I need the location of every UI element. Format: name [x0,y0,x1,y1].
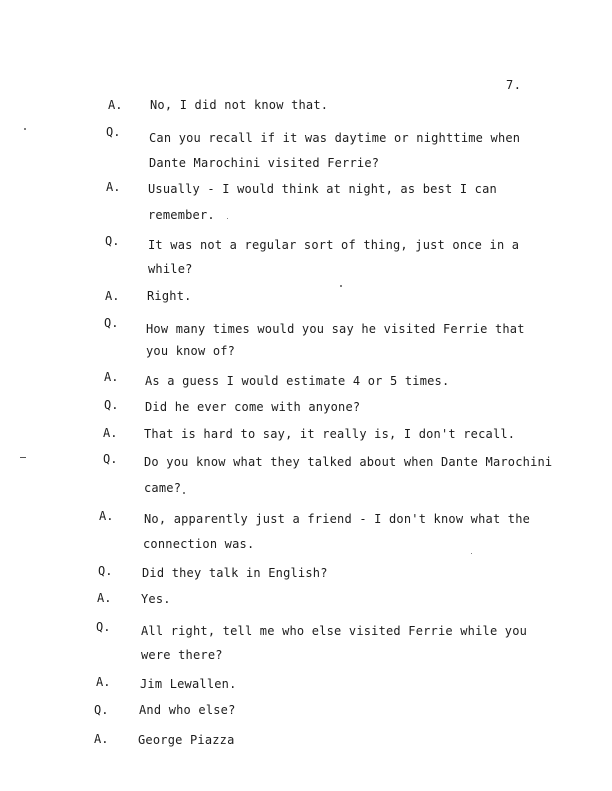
speaker-label: A. [104,370,119,384]
speaker-label: Q. [104,398,119,412]
answer-line: remember. [148,208,215,222]
answer-line: George Piazza [138,733,235,747]
speaker-label: A. [105,289,120,303]
answer-line: connection was. [143,537,255,551]
speaker-label: Q. [94,703,109,717]
question-line: All right, tell me who else visited Ferrie while you [141,624,528,638]
answer-line: No, I did not know that. [150,98,329,112]
speaker-label: A. [96,675,111,689]
question-line: Do you know what they talked about when Dante Marochini [144,455,553,469]
question-line: came? [144,481,182,495]
speaker-label: Q. [96,620,111,634]
scan-speck [227,218,228,219]
speaker-label: Q. [103,452,118,466]
speaker-label: Q. [104,316,119,330]
page-number: 7. [506,78,522,92]
question-line: Did they talk in English? [142,566,328,580]
question-line: were there? [141,648,223,662]
answer-line: As a guess I would estimate 4 or 5 times. [145,374,450,388]
scan-speck [24,128,26,130]
question-line: How many times would you say he visited Ferrie that [146,322,525,336]
scan-speck [183,492,185,494]
speaker-label: A. [94,732,109,746]
answer-line: Jim Lewallen. [140,677,237,691]
answer-line: Usually - I would think at night, as best I can [148,182,497,196]
question-line: It was not a regular sort of thing, just once in a [148,238,520,252]
question-line: Can you recall if it was daytime or nighttime when [149,131,521,145]
scan-speck [471,553,472,554]
question-line: Did he ever come with anyone? [145,400,361,414]
speaker-label: Q. [98,564,113,578]
speaker-label: A. [99,509,114,523]
speaker-label: Q. [106,125,121,139]
speaker-label: A. [97,591,112,605]
answer-line: No, apparently just a friend - I don't know what the [144,512,531,526]
question-line: And who else? [139,703,236,717]
speaker-label: Q. [105,234,120,248]
speaker-label: A. [103,426,118,440]
scan-speck [20,457,26,458]
answer-line: That is hard to say, it really is, I don't recall. [144,427,516,441]
question-line: Dante Marochini visited Ferrie? [149,156,380,170]
scan-speck [340,285,342,287]
speaker-label: A. [106,180,121,194]
answer-line: Right. [147,289,192,303]
answer-line: Yes. [141,592,171,606]
speaker-label: A. [108,98,123,112]
question-line: you know of? [146,344,236,358]
question-line: while? [148,262,193,276]
